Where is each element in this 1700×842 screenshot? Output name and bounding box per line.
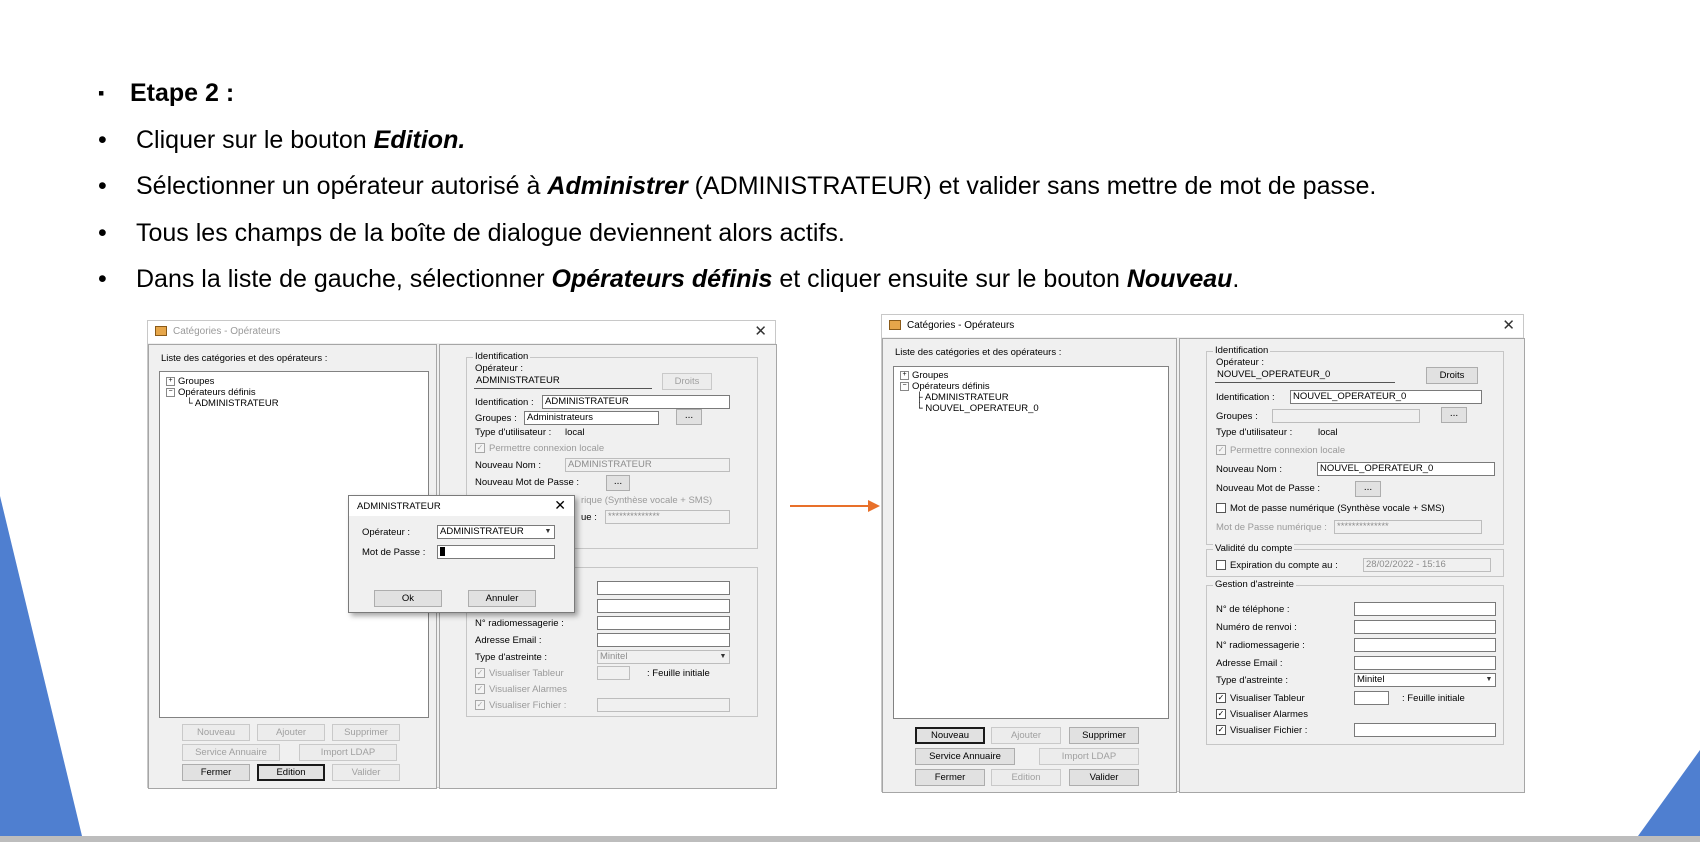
fermer-button[interactable]: Fermer [915,769,985,786]
mdp-numerique-label: Mot de Passe numérique : [1216,522,1327,533]
type-astreinte-label: Type d'astreinte : [1216,675,1289,686]
nouveau-nom-field[interactable]: NOUVEL_OPERATEUR_0 [1317,462,1495,476]
text-cursor [440,547,445,556]
operateur-field: NOUVEL_OPERATEUR_0 [1215,369,1395,383]
category-tree[interactable] [893,366,1169,719]
nouveau-mdp-label: Nouveau Mot de Passe : [475,477,580,488]
list-label: Liste des catégories et des opérateurs : [161,353,328,364]
login-dialog [348,495,575,613]
email-field[interactable] [597,633,730,647]
nouveau-nom-field[interactable]: ADMINISTRATEUR [565,458,730,472]
nouveau-nom-label: Nouveau Nom : [475,460,542,471]
nouveau-nom-label: Nouveau Nom : [1216,464,1283,475]
type-utilisateur-label: Type d'utilisateur : [1216,427,1293,438]
service-annuaire-button[interactable]: Service Annuaire [182,744,280,761]
edition-button[interactable]: Edition [257,764,325,781]
type-astreinte-label: Type d'astreinte : [475,652,548,663]
type-utilisateur-value: local [1318,427,1338,438]
visualiser-tableur-checkbox[interactable]: ✓ Visualiser Tableur [476,668,564,679]
groupes-field[interactable]: Administrateurs [524,411,659,425]
fichier-field[interactable] [597,698,730,712]
tree-item-groupes[interactable]: + Groupes [166,376,214,387]
collapse-icon[interactable]: − [166,388,175,397]
type-astreinte-select[interactable]: Minitel ▼ [597,650,730,664]
collapse-icon[interactable]: − [900,382,909,391]
bullet-4: • Dans la liste de gauche, sélectionner Opérateurs définis et cliquer ensuite sur le bouton Nouveau. [98,265,1240,293]
groupes-label: Groupes : [1216,411,1258,422]
step-heading: ▪ Etape 2 : [98,79,235,107]
decorative-triangle-right [1638,750,1700,836]
operateur-label: Opérateur : [1216,357,1265,368]
groupes-field[interactable] [1272,409,1420,423]
expiration-checkbox[interactable]: Expiration du compte au : [1216,560,1338,571]
radiomessagerie-label: N° radiomessagerie : [475,618,564,629]
fermer-button[interactable]: Fermer [182,764,250,781]
mdp-numerique-field[interactable]: ************** [605,510,730,524]
right-window [881,314,1524,792]
mdp-numerique-field[interactable]: ************** [1334,520,1482,534]
app-icon [889,320,901,330]
visualiser-fichier-checkbox[interactable]: ✓ Visualiser Fichier : [476,700,567,711]
email-field[interactable] [1354,656,1496,670]
login-mdp-label: Mot de Passe : [362,547,426,558]
renvoi-field[interactable] [1354,620,1496,634]
email-label: Adresse Email : [1216,658,1283,669]
identification-label: Identification : [1216,392,1275,403]
close-icon[interactable]: ✕ [1502,317,1515,334]
chevron-down-icon: ▼ [544,528,552,535]
operateur-label: Opérateur : [475,363,524,374]
nouveau-mdp-button[interactable]: ... [606,475,630,491]
identification-label: Identification : [475,397,534,408]
ok-button[interactable]: Ok [374,590,442,607]
telephone-field[interactable] [1354,602,1496,616]
email-label: Adresse Email : [475,635,542,646]
mdp-numerique-checkbox-label: rique (Synthèse vocale + SMS) [581,495,713,506]
operator-details-pane [1179,338,1525,793]
chevron-down-icon: ▼ [1485,676,1493,683]
type-utilisateur-label: Type d'utilisateur : [475,427,552,438]
visualiser-tableur-checkbox[interactable]: ✓ Visualiser Tableur [1217,693,1305,704]
valider-button[interactable]: Valider [332,764,400,781]
droits-button[interactable]: Droits [1426,367,1478,384]
mdp-numerique-label: ue : [581,512,597,523]
groupes-browse-button[interactable]: ... [676,409,702,425]
identification-field[interactable]: NOUVEL_OPERATEUR_0 [1290,390,1482,404]
tree-item-operateurs[interactable]: − Opérateurs définis [166,387,256,398]
login-operateur-select[interactable]: ADMINISTRATEUR ▼ [437,525,555,539]
groupes-browse-button[interactable]: ... [1441,407,1467,423]
edition-button[interactable]: Edition [991,769,1061,786]
login-dialog-title: ADMINISTRATEUR [357,501,441,512]
permettre-connexion-checkbox[interactable]: ✓ Permettre connexion locale [1217,445,1346,456]
instruction-bullets [98,70,1376,303]
droits-button[interactable]: Droits [662,373,712,390]
expand-icon[interactable]: + [166,377,175,386]
visualiser-alarmes-checkbox[interactable]: ✓ Visualiser Alarmes [476,684,567,695]
identification-field[interactable]: ADMINISTRATEUR [542,395,730,409]
decorative-triangle-left [0,496,82,836]
radiomessagerie-field[interactable] [1354,638,1496,652]
feuille-initiale-field[interactable] [1354,691,1389,705]
bullet-2: • Sélectionner un opérateur autorisé à Administrer (ADMINISTRATEUR) et valider sans mettre de mot de passe. [98,172,1377,200]
login-password-input[interactable] [437,545,555,559]
tree-item-nouvel-operateur[interactable]: └ NOUVEL_OPERATEUR_0 [916,403,1039,414]
validite-group: Validité du compte [1206,549,1504,577]
feuille-initiale-label: : Feuille initiale [647,668,710,679]
tree-item-operateurs[interactable]: − Opérateurs définis [900,381,990,392]
annuler-button[interactable]: Annuler [468,590,536,607]
radiomessagerie-label: N° radiomessagerie : [1216,640,1305,651]
visualiser-fichier-checkbox[interactable]: ✓ Visualiser Fichier : [1217,725,1308,736]
import-ldap-button[interactable]: Import LDAP [1039,748,1139,765]
slide-bottom-bar [0,836,1700,842]
window-title: Catégories - Opérateurs [173,326,281,337]
window-title: Catégories - Opérateurs [907,320,1015,331]
left-list-pane [882,338,1177,793]
login-operateur-label: Opérateur : [362,527,411,538]
arrow-line [790,505,870,507]
import-ldap-button[interactable]: Import LDAP [299,744,397,761]
close-icon[interactable]: ✕ [554,497,566,513]
expand-icon[interactable]: + [900,371,909,380]
service-annuaire-button[interactable]: Service Annuaire [915,748,1015,765]
expiration-date-field[interactable]: 28/02/2022 - 15:16 [1363,558,1491,572]
renvoi-label: Numéro de renvoi : [1216,622,1297,633]
ajouter-button[interactable]: Ajouter [257,724,325,741]
renvoi-field[interactable] [597,599,730,613]
nouveau-button[interactable]: Nouveau [915,727,985,744]
bullet-1: • Cliquer sur le bouton Edition. [98,125,466,154]
tree-item-groupes[interactable]: + Groupes [900,370,948,381]
fichier-field[interactable] [1354,723,1496,737]
close-icon[interactable]: ✕ [754,323,767,340]
identification-group: Identification [466,357,758,549]
telephone-field[interactable] [597,581,730,595]
radiomessagerie-field[interactable] [597,616,730,630]
feuille-initiale-label: : Feuille initiale [1402,693,1465,704]
mdp-numerique-checkbox[interactable]: Mot de passe numérique (Synthèse vocale + SMS) [1216,503,1445,514]
groupes-label: Groupes : [475,413,517,424]
tree-item-administrateur[interactable]: ├ ADMINISTRATEUR [916,392,1009,403]
nouveau-mdp-button[interactable]: ... [1355,481,1381,497]
supprimer-button[interactable]: Supprimer [1069,727,1139,744]
permettre-connexion-checkbox[interactable]: ✓ Permettre connexion locale [476,443,605,454]
operateur-field: ADMINISTRATEUR [474,375,652,389]
chevron-down-icon: ▼ [719,653,727,660]
arrow-right-icon [868,500,880,512]
tree-item-administrateur[interactable]: └ ADMINISTRATEUR [186,398,279,409]
feuille-initiale-field[interactable] [597,666,630,680]
window-titlebar [148,321,775,343]
identification-group: Identification [1206,351,1504,545]
nouveau-button[interactable]: Nouveau [182,724,250,741]
type-astreinte-select[interactable]: Minitel ▼ [1354,673,1496,687]
type-utilisateur-value: local [565,427,585,438]
login-dialog-titlebar [349,496,574,516]
astreinte-group: Gestion d'astreinte [1206,585,1504,745]
ajouter-button[interactable]: Ajouter [991,727,1061,744]
app-icon [155,326,167,336]
window-titlebar [882,315,1523,337]
telephone-label: N° de téléphone : [1216,604,1290,615]
list-label: Liste des catégories et des opérateurs : [895,347,1062,358]
bullet-3: • Tous les champs de la boîte de dialogue deviennent alors actifs. [98,218,845,247]
nouveau-mdp-label: Nouveau Mot de Passe : [1216,483,1321,494]
supprimer-button[interactable]: Supprimer [332,724,400,741]
visualiser-alarmes-checkbox[interactable]: ✓ Visualiser Alarmes [1217,709,1308,720]
valider-button[interactable]: Valider [1069,769,1139,786]
